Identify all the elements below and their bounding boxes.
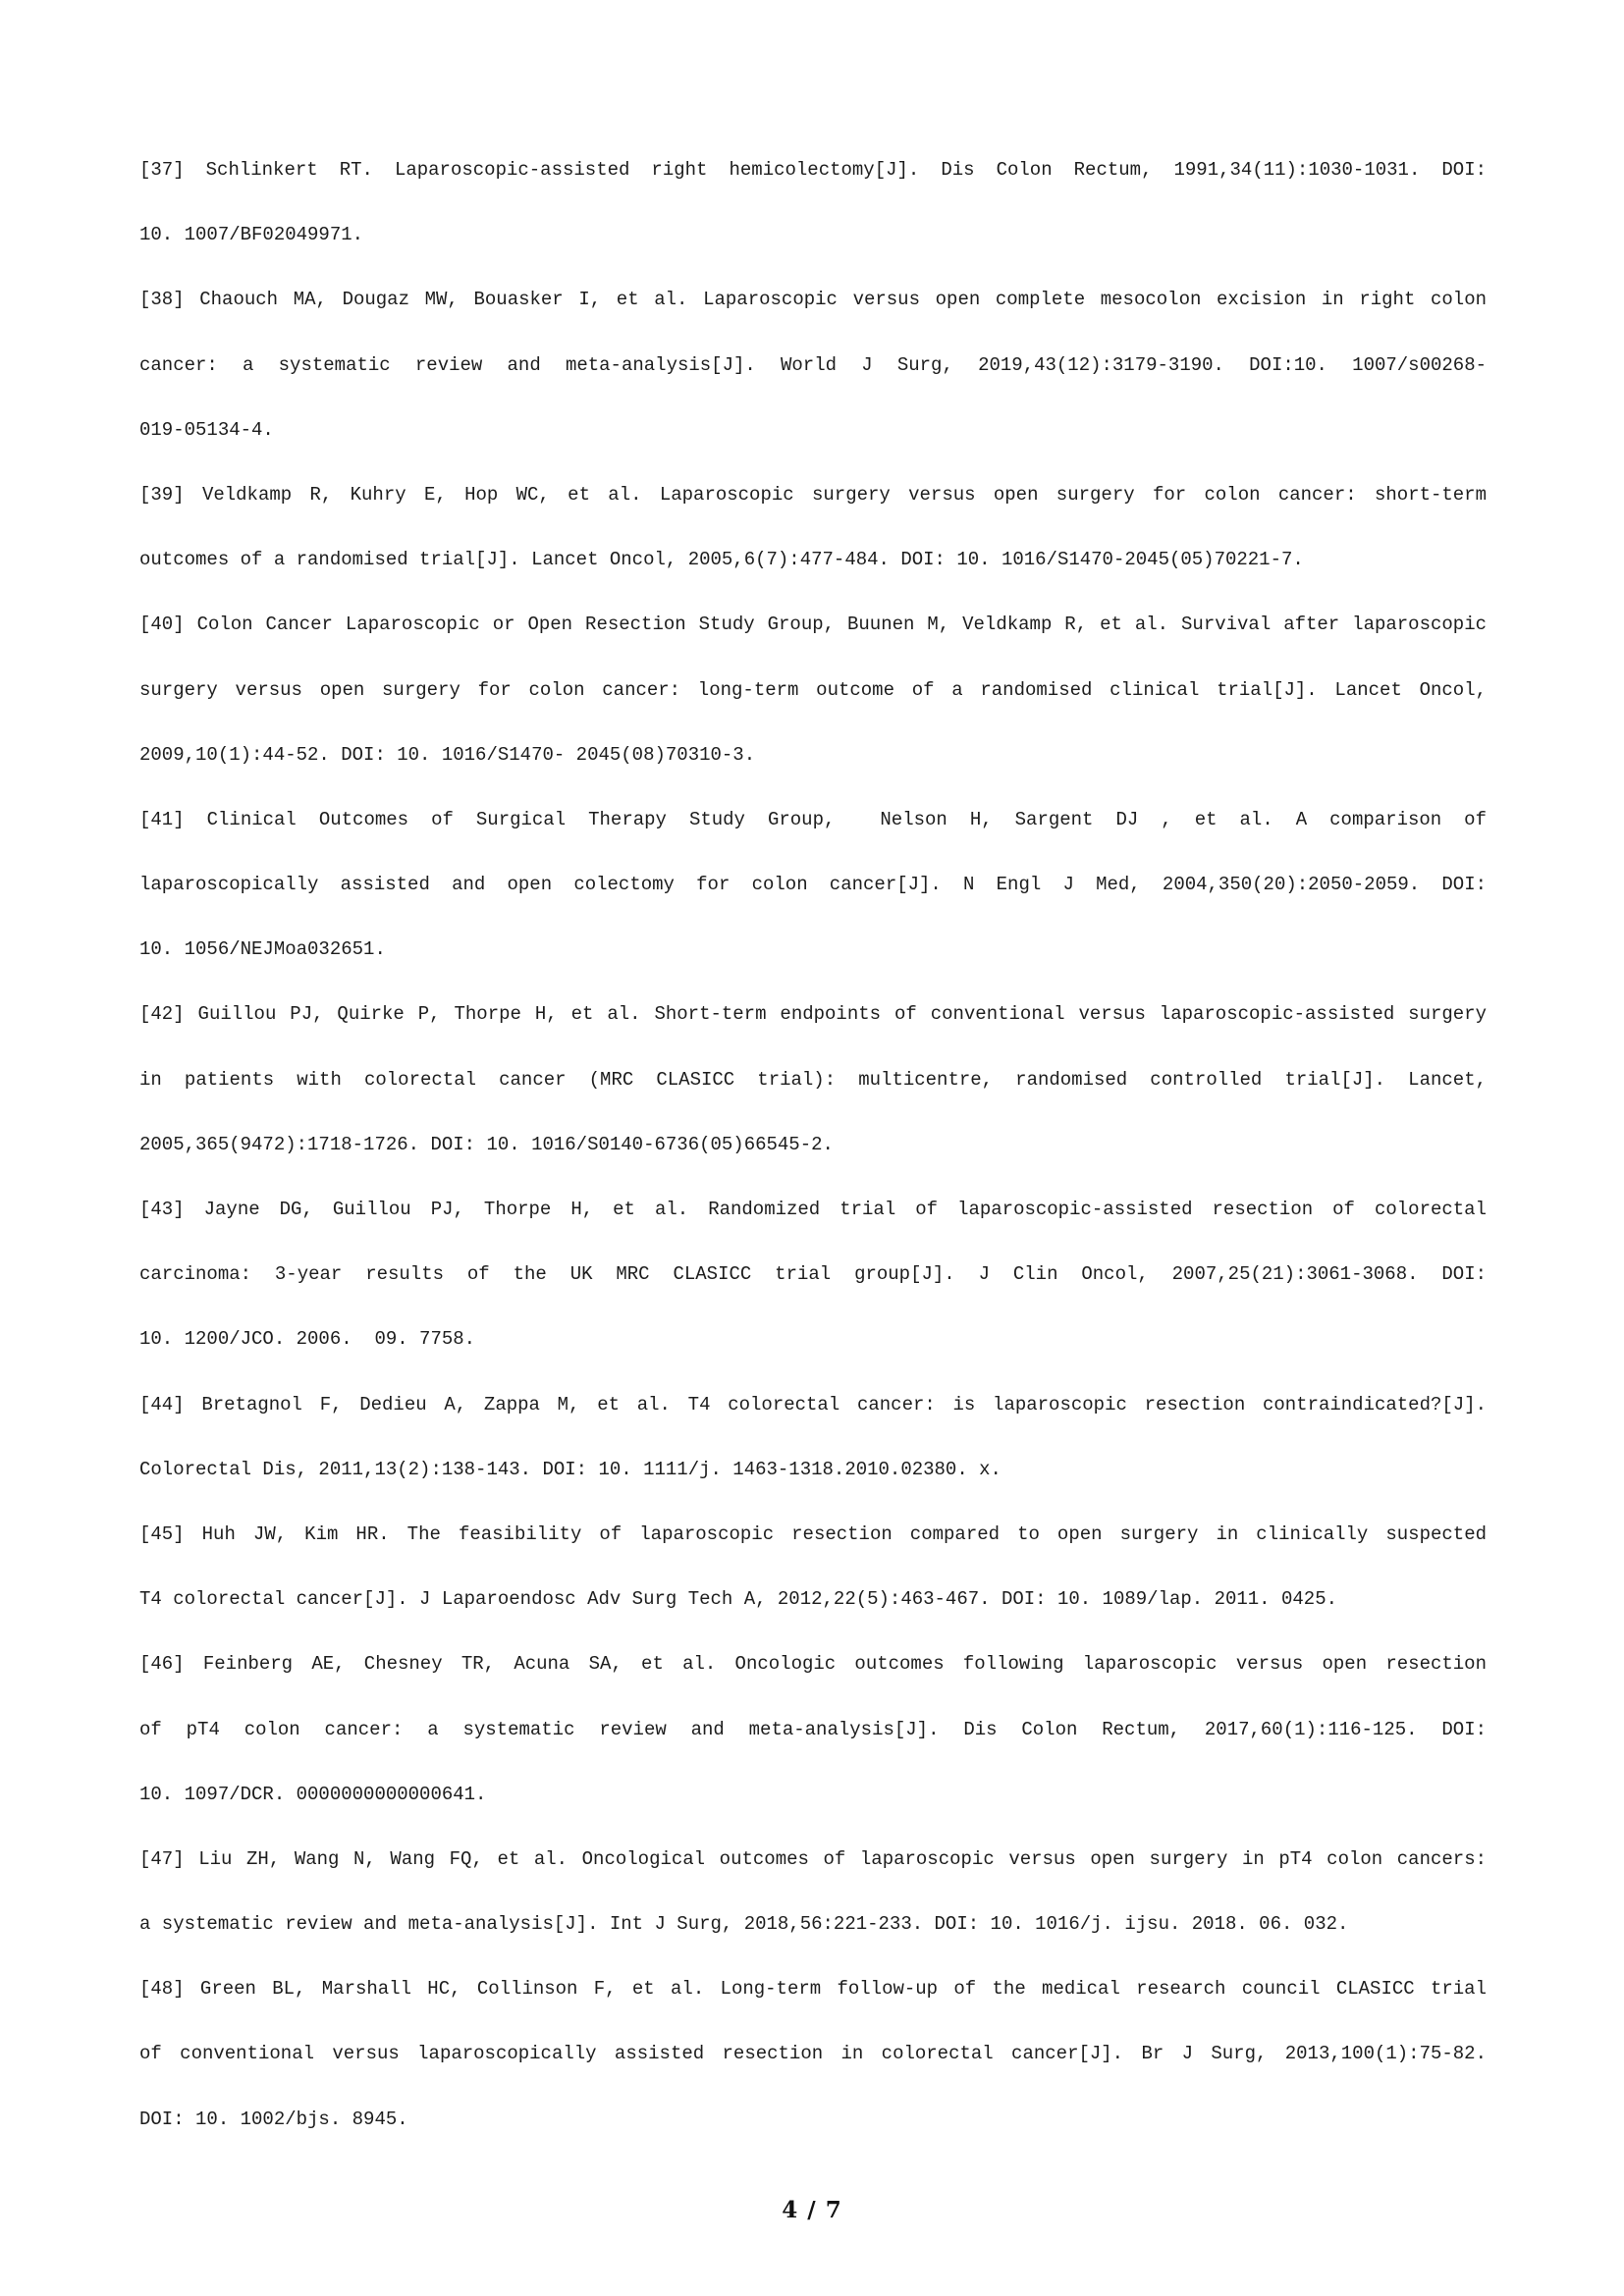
reference-line: in patients with colorectal cancer (MRC CLASICC trial): multicentre, randomised controlled trial[J]. Lancet, bbox=[139, 1068, 1487, 1091]
reference-40 bbox=[139, 592, 1487, 787]
reference-45 bbox=[139, 1502, 1487, 1631]
reference-48 bbox=[139, 1956, 1487, 2152]
reference-line: 2005,365(9472):1718-1726. DOI: 10. 1016/S0140-6736(05)66545-2. bbox=[139, 1133, 834, 1155]
reference-line: [38] Chaouch MA, Dougaz MW, Bouasker I, et al. Laparoscopic versus open complete mesocolon excision in right colon bbox=[139, 289, 1487, 311]
reference-line: [40] Colon Cancer Laparoscopic or Open Resection Study Group, Buunen M, Veldkamp R, et al. Survival after laparoscopic bbox=[139, 614, 1487, 636]
reference-line: 019-05134-4. bbox=[139, 418, 274, 441]
reference-line: carcinoma: 3-year results of the UK MRC CLASICC trial group[J]. J Clin Oncol, 2007,25(21):3061-3068. DOI: bbox=[139, 1263, 1487, 1286]
reference-line: [47] Liu ZH, Wang N, Wang FQ, et al. Oncological outcomes of laparoscopic versus open surgery in pT4 colon cancers: bbox=[139, 1847, 1487, 1870]
reference-line: [43] Jayne DG, Guillou PJ, Thorpe H, et al. Randomized trial of laparoscopic-assisted resection of colorectal bbox=[139, 1199, 1487, 1220]
reference-line: [46] Feinberg AE, Chesney TR, Acuna SA, et al. Oncologic outcomes following laparoscopic versus open resection bbox=[139, 1653, 1487, 1676]
reference-line: a systematic review and meta-analysis[J]. Int J Surg, 2018,56:221-233. DOI: 10. 1016/j. ijsu. 2018. 06. 032. bbox=[139, 1913, 1349, 1936]
reference-line: cancer: a systematic review and meta-analysis[J]. World J Surg, 2019,43(12):3179-3190. DOI:10. 1007/s00268- bbox=[139, 353, 1487, 376]
reference-46 bbox=[139, 1631, 1487, 1827]
reference-line: [44] Bretagnol F, Dedieu A, Zappa M, et al. T4 colorectal cancer: is laparoscopic resection contraindicated?[J]. bbox=[139, 1393, 1487, 1415]
reference-line: DOI: 10. 1002/bjs. 8945. bbox=[139, 2108, 408, 2130]
reference-line: 10. 1056/NEJMoa032651. bbox=[139, 938, 386, 961]
reference-41 bbox=[139, 787, 1487, 983]
reference-line: of conventional versus laparoscopically assisted resection in colorectal cancer[J]. Br J Surg, 2013,100(1):75-82. bbox=[139, 2043, 1487, 2065]
reference-line: laparoscopically assisted and open colectomy for colon cancer[J]. N Engl J Med, 2004,350(20):2050-2059. DOI: bbox=[139, 874, 1487, 896]
reference-line: outcomes of a randomised trial[J]. Lancet Oncol, 2005,6(7):477-484. DOI: 10. 1016/S1470-2045(05)70221-7. bbox=[139, 549, 1304, 571]
reference-line: 10. 1007/BF02049971. bbox=[139, 224, 364, 246]
reference-43 bbox=[139, 1177, 1487, 1372]
reference-47 bbox=[139, 1827, 1487, 1956]
reference-39 bbox=[139, 462, 1487, 592]
page-footer bbox=[0, 2197, 1624, 2223]
reference-42 bbox=[139, 982, 1487, 1177]
reference-line: surgery versus open surgery for colon cancer: long-term outcome of a randomised clinical trial[J]. Lancet Oncol, bbox=[139, 678, 1487, 701]
reference-38 bbox=[139, 267, 1487, 462]
reference-line: Colorectal Dis, 2011,13(2):138-143. DOI: 10. 1111/j. 1463-1318.2010.02380. x. bbox=[139, 1458, 1001, 1480]
page-number-indicator: 4 / 7 bbox=[782, 2197, 842, 2223]
reference-line: 10. 1200/JCO. 2006. 09. 7758. bbox=[139, 1328, 476, 1351]
reference-line: 2009,10(1):44-52. DOI: 10. 1016/S1470- 2045(08)70310-3. bbox=[139, 743, 756, 766]
reference-line: [48] Green BL, Marshall HC, Collinson F, et al. Long-term follow-up of the medical research council CLASICC trial bbox=[139, 1978, 1487, 2001]
reference-44 bbox=[139, 1372, 1487, 1502]
reference-37 bbox=[139, 137, 1487, 267]
reference-line: [41] Clinical Outcomes of Surgical Therapy Study Group, Nelson H, Sargent DJ , et al. A comparison of bbox=[139, 808, 1487, 830]
reference-line: [37] Schlinkert RT. Laparoscopic-assisted right hemicolectomy[J]. Dis Colon Rectum, 1991,34(11):1030-1031. DOI: bbox=[139, 159, 1487, 181]
references-list bbox=[139, 137, 1487, 2152]
reference-line: [39] Veldkamp R, Kuhry E, Hop WC, et al. Laparoscopic surgery versus open surgery for colon cancer: short-term bbox=[139, 483, 1487, 506]
reference-line: [45] Huh JW, Kim HR. The feasibility of laparoscopic resection compared to open surgery in clinically suspected bbox=[139, 1522, 1487, 1545]
reference-line: [42] Guillou PJ, Quirke P, Thorpe H, et al. Short-term endpoints of conventional versus laparoscopic-assisted surgery bbox=[139, 1003, 1487, 1026]
reference-line: of pT4 colon cancer: a systematic review and meta-analysis[J]. Dis Colon Rectum, 2017,60(1):116-125. DOI: bbox=[139, 1718, 1487, 1740]
reference-line: T4 colorectal cancer[J]. J Laparoendosc Adv Surg Tech A, 2012,22(5):463-467. DOI: 10. 1089/lap. 2011. 0425. bbox=[139, 1588, 1337, 1611]
reference-line: 10. 1097/DCR. 0000000000000641. bbox=[139, 1783, 487, 1805]
